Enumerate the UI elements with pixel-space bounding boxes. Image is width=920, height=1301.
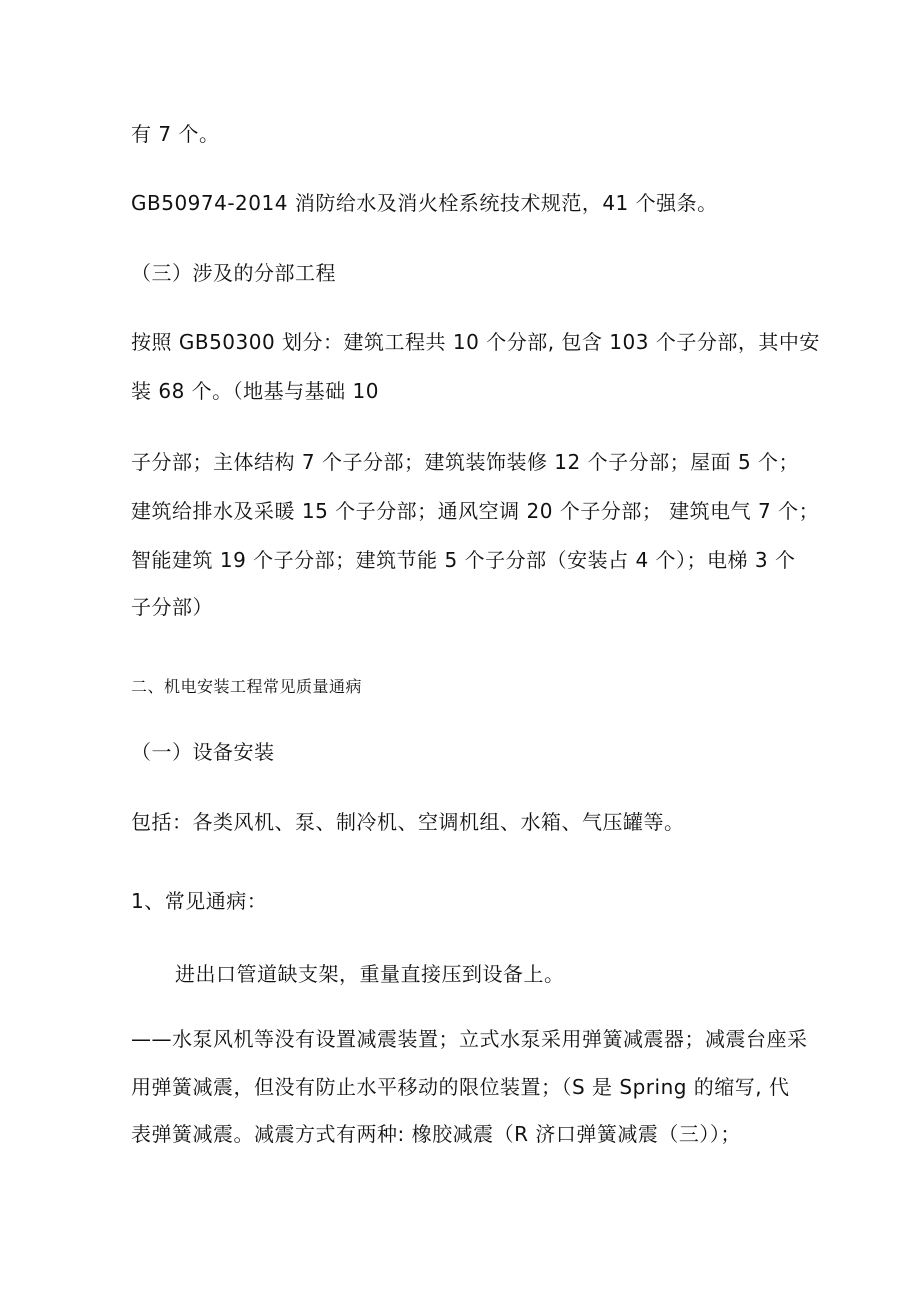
paragraph-line: 按照 GB50300 划分：建筑工程共 10 个分部, 包含 103 个子分部，其中安 (131, 330, 820, 354)
section-heading: （一）设备安装 (131, 740, 275, 764)
section-heading: （三）涉及的分部工程 (131, 261, 336, 285)
paragraph-line: 表弹簧减震。减震方式有两种: 橡胶减震（R 济口弹簧减震（三））； (131, 1122, 741, 1146)
paragraph-line: 子分部） (131, 595, 213, 619)
paragraph-line: 子分部；主体结构 7 个子分部；建筑装饰装修 12 个子分部；屋面 5 个； (131, 450, 800, 474)
paragraph-line: 用弹簧减震，但没有防止水平移动的限位装置；（S 是 Spring 的缩写, 代 (131, 1075, 790, 1099)
paragraph-line: ——水泵风机等没有设置减震装置；立式水泵采用弹簧减震器；减震台座采 (131, 1027, 808, 1051)
paragraph-line: GB50974-2014 消防给水及消火栓系统技术规范，41 个强条。 (131, 191, 718, 215)
list-heading: 1、常见通病： (131, 889, 268, 913)
paragraph-line: 智能建筑 19 个子分部；建筑节能 5 个子分部（安装占 4 个）；电梯 3 个 (131, 548, 796, 572)
paragraph-line: 有 7 个。 (131, 122, 220, 146)
paragraph-line: 建筑给排水及采暖 15 个子分部；通风空调 20 个子分部； 建筑电气 7 个； (131, 499, 820, 523)
paragraph-line: 进出口管道缺支架，重量直接压到设备上。 (175, 962, 565, 986)
paragraph-line: 包括：各类风机、泵、制冷机、空调机组、水箱、气压罐等。 (131, 810, 685, 834)
chapter-heading: 二、机电安装工程常见质量通病 (131, 677, 363, 696)
paragraph-line: 装 68 个。（地基与基础 10 (131, 379, 379, 403)
